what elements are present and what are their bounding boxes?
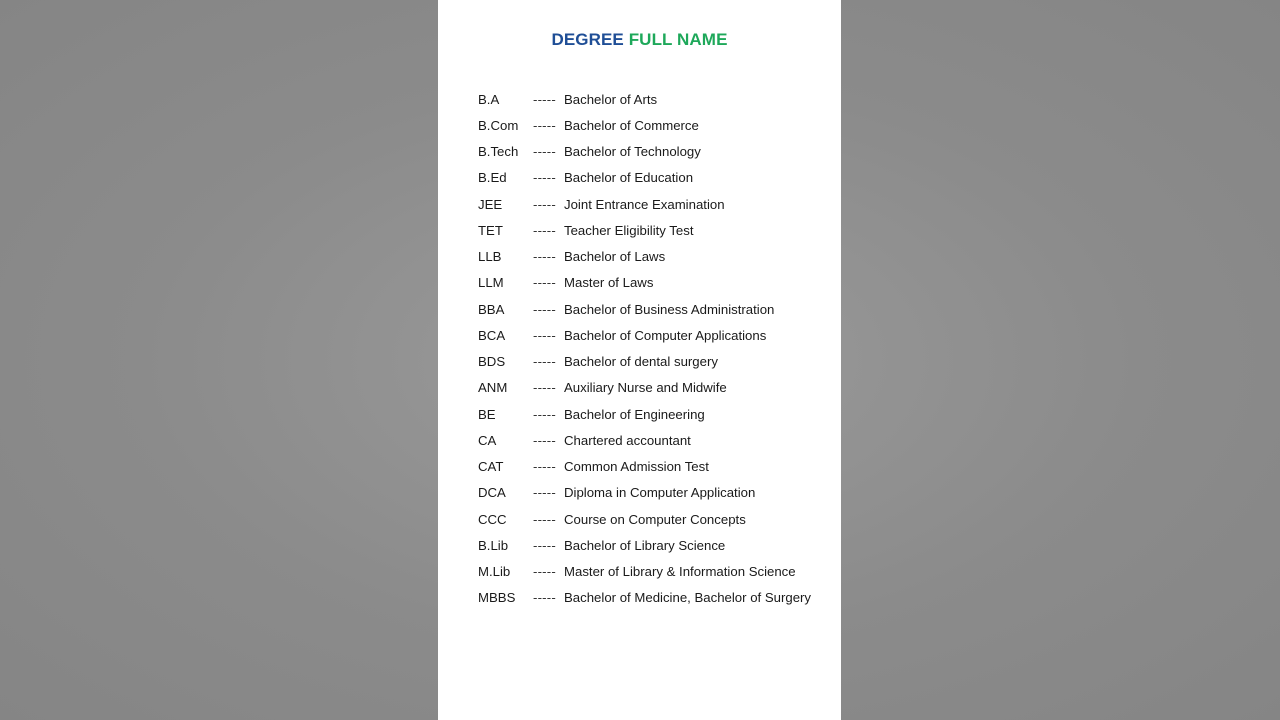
degree-abbreviation: B.Com [478, 117, 519, 133]
degree-full-name: Teacher Eligibility Test [564, 222, 694, 238]
degree-abbreviation: CAT [478, 459, 504, 475]
list-item [478, 375, 838, 401]
degree-abbreviation: B.Ed [478, 170, 507, 186]
separator-dashes: ----- [533, 432, 556, 448]
degree-abbreviation: B.A [478, 91, 500, 107]
degree-abbreviation: CA [478, 432, 497, 448]
list-item [478, 585, 838, 611]
title-degree: DEGREE [551, 30, 624, 49]
separator-dashes: ----- [533, 144, 556, 160]
degree-abbreviation: DCA [478, 485, 506, 501]
list-item [478, 217, 838, 243]
list-item [478, 454, 838, 480]
degree-abbreviation: BDS [478, 354, 506, 370]
degree-abbreviation: JEE [478, 196, 503, 212]
separator-dashes: ----- [533, 91, 556, 107]
separator-dashes: ----- [533, 196, 556, 212]
separator-dashes: ----- [533, 511, 556, 527]
degree-full-name: Bachelor of Arts [564, 91, 658, 107]
separator-dashes: ----- [533, 327, 556, 343]
separator-dashes: ----- [533, 537, 556, 553]
separator-dashes: ----- [533, 170, 556, 186]
degree-abbreviation: B.Tech [478, 144, 519, 160]
list-item [478, 244, 838, 270]
list-item [478, 112, 838, 138]
list-item [478, 559, 838, 585]
separator-dashes: ----- [533, 249, 556, 265]
degree-abbreviation: B.Lib [478, 537, 509, 553]
separator-dashes: ----- [533, 275, 556, 291]
degree-abbreviation: CCC [478, 511, 507, 527]
list-item [478, 139, 838, 165]
separator-dashes: ----- [533, 485, 556, 501]
list-item [478, 480, 838, 506]
degree-full-name: Master of Laws [564, 275, 654, 291]
list-item [478, 532, 838, 558]
degree-abbreviation: TET [478, 222, 503, 238]
degree-full-name: Bachelor of Education [564, 170, 694, 186]
list-item [478, 322, 838, 348]
degree-full-name: Bachelor of Computer Applications [564, 327, 767, 343]
degree-abbreviation: LLB [478, 249, 502, 265]
degree-abbreviation: BE [478, 406, 496, 422]
degree-full-name: Auxiliary Nurse and Midwife [564, 380, 727, 396]
degree-full-name: Bachelor of Library Science [564, 537, 726, 553]
degree-abbreviation: BCA [478, 327, 506, 343]
page-title [438, 30, 841, 50]
degree-abbreviation: MBBS [478, 590, 516, 606]
degree-full-name: Bachelor of Engineering [564, 406, 705, 422]
separator-dashes: ----- [533, 354, 556, 370]
separator-dashes: ----- [533, 590, 556, 606]
degree-full-name: Course on Computer Concepts [564, 511, 746, 527]
degree-full-name: Common Admission Test [564, 459, 709, 475]
separator-dashes: ----- [533, 406, 556, 422]
degree-list [478, 86, 838, 611]
separator-dashes: ----- [533, 301, 556, 317]
degree-full-name: Bachelor of Medicine, Bachelor of Surgery [564, 590, 812, 606]
degree-full-name: Diploma in Computer Application [564, 485, 756, 501]
title-full-name: FULL NAME [628, 30, 728, 49]
list-item [478, 296, 838, 322]
degree-abbreviation: ANM [478, 380, 508, 396]
document-page [438, 0, 841, 720]
degree-full-name: Chartered accountant [564, 432, 691, 448]
list-item [478, 506, 838, 532]
separator-dashes: ----- [533, 222, 556, 238]
degree-abbreviation: M.Lib [478, 564, 511, 580]
list-item [478, 349, 838, 375]
degree-full-name: Bachelor of Technology [564, 144, 701, 160]
list-item [478, 86, 838, 112]
degree-full-name: Bachelor of dental surgery [564, 354, 718, 370]
list-item [478, 427, 838, 453]
list-item [478, 401, 838, 427]
degree-abbreviation: BBA [478, 301, 505, 317]
degree-abbreviation: LLM [478, 275, 504, 291]
separator-dashes: ----- [533, 564, 556, 580]
separator-dashes: ----- [533, 380, 556, 396]
degree-full-name: Bachelor of Laws [564, 249, 666, 265]
list-item [478, 165, 838, 191]
separator-dashes: ----- [533, 117, 556, 133]
list-item [478, 191, 838, 217]
degree-full-name: Bachelor of Business Administration [564, 301, 775, 317]
degree-full-name: Bachelor of Commerce [564, 117, 699, 133]
list-item [478, 270, 838, 296]
separator-dashes: ----- [533, 459, 556, 475]
degree-full-name: Master of Library & Information Science [564, 564, 796, 580]
degree-full-name: Joint Entrance Examination [564, 196, 725, 212]
